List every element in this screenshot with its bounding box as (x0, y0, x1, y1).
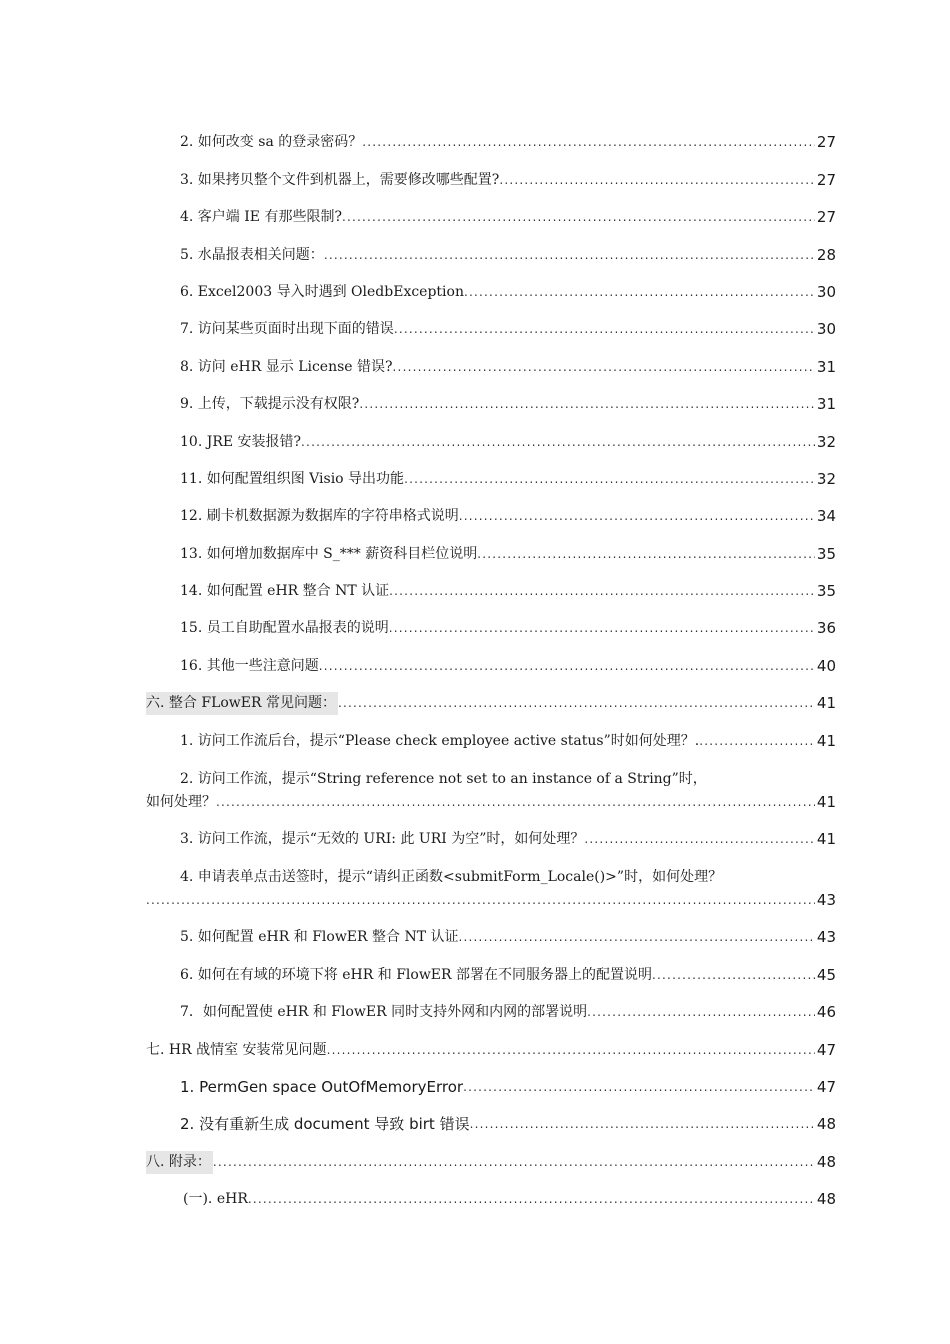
toc-page-number: 31 (816, 395, 836, 414)
toc-entry[interactable] (0, 341, 950, 378)
toc-entry[interactable] (0, 603, 950, 640)
toc-entry[interactable] (0, 454, 950, 491)
toc-entry-title: 七. HR 战情室 安装常见问题 (146, 1041, 327, 1058)
toc-entry[interactable] (0, 416, 950, 453)
toc-page-number: 43 (816, 928, 836, 947)
toc-page-number: 34 (816, 507, 836, 526)
toc-entry-title: 9. 上传，下载提示没有权限? (180, 396, 360, 413)
toc-page-number: 47 (816, 1077, 836, 1096)
toc-entry-title: 1. 访问工作流后台，提示“Please check employee active status”时如何处理？. (180, 732, 700, 749)
toc-entry[interactable] (0, 912, 950, 949)
toc-entry-title: 10. JRE 安装报错? (180, 433, 302, 450)
toc-entry-title-line1: 4. 申请表单点击送签时，提示“请纠正函数<submitForm_Locale()>”时，如何处理？ (180, 869, 723, 886)
toc-leader-dots (389, 580, 815, 603)
toc-entry-title: 12. 刷卡机数据源为数据库的字符串格式说明 (180, 508, 459, 525)
toc-leader-dots (463, 1076, 815, 1099)
toc-entry-title: 6. Excel2003 导入时遇到 OledbException (180, 283, 464, 300)
toc-entry[interactable] (0, 192, 950, 229)
toc-leader-dots (394, 318, 815, 341)
toc-entry[interactable] (0, 949, 950, 986)
toc-page-number: 30 (816, 282, 836, 301)
toc-leader-dots (338, 692, 815, 715)
toc-leader-dots (362, 131, 815, 154)
toc-leader-dots (477, 543, 815, 566)
toc-leader-dots (389, 617, 815, 640)
toc-page-number: 31 (816, 357, 836, 376)
toc-page-number: 35 (816, 544, 836, 563)
toc-entry-title: 16. 其他一些注意问题 (180, 657, 319, 674)
toc-page-number: 41 (816, 792, 836, 811)
toc-page-number: 27 (816, 208, 836, 227)
toc-page-number: 30 (816, 320, 836, 339)
toc-page-number: 41 (816, 731, 836, 750)
table-of-contents (0, 117, 950, 1211)
toc-page-number: 48 (816, 1115, 836, 1134)
toc-page-number: 32 (816, 432, 836, 451)
toc-entry-title: 5. 水晶报表相关问题： (180, 246, 324, 263)
toc-leader-dots (459, 505, 815, 528)
toc-entry[interactable] (0, 1024, 950, 1061)
toc-leader-dots (459, 926, 815, 949)
toc-leader-dots (342, 206, 815, 229)
toc-page-number: 47 (816, 1040, 836, 1059)
toc-entry[interactable] (0, 379, 950, 416)
toc-page-number: 48 (816, 1190, 836, 1209)
toc-leader-dots (216, 791, 815, 814)
toc-entry-title: 2. 如何改变 sa 的登录密码？ (180, 134, 363, 151)
toc-page-number: 35 (816, 582, 836, 601)
toc-entry[interactable] (0, 1062, 950, 1099)
toc-page-number: 41 (816, 830, 836, 849)
toc-entry[interactable] (0, 715, 950, 752)
toc-entry[interactable] (0, 154, 950, 191)
toc-leader-dots (213, 1151, 815, 1174)
toc-leader-dots (464, 281, 815, 304)
toc-entry[interactable] (0, 640, 950, 677)
toc-leader-dots (248, 1188, 815, 1211)
toc-entry-title: 2. 没有重新生成 document 导致 birt 错误 (180, 1115, 470, 1134)
toc-entry[interactable] (0, 304, 950, 341)
toc-entry-title: 14. 如何配置 eHR 整合 NT 认证 (180, 583, 390, 600)
toc-leader-dots (319, 655, 815, 678)
toc-leader-dots (146, 889, 815, 912)
toc-entry[interactable] (0, 267, 950, 304)
toc-entry[interactable] (0, 528, 950, 565)
toc-entry-title-line2: 如何处理？ (146, 793, 216, 810)
toc-page-number: 36 (816, 619, 836, 638)
toc-page-number: 46 (816, 1003, 836, 1022)
toc-leader-dots (699, 730, 815, 753)
toc-entry[interactable] (0, 491, 950, 528)
toc-page-number: 27 (816, 170, 836, 189)
toc-entry-title: 1. PermGen space OutOfMemoryError (180, 1077, 464, 1096)
toc-page-number: 32 (816, 469, 836, 488)
toc-page-number: 48 (816, 1152, 836, 1171)
toc-entry-title: 4. 客户端 IE 有那些限制? (180, 209, 342, 226)
toc-entry-title: 8. 访问 eHR 显示 License 错误? (180, 358, 393, 375)
toc-page-number: 45 (816, 965, 836, 984)
toc-leader-dots (584, 828, 815, 851)
toc-entry[interactable] (0, 753, 950, 814)
toc-leader-dots (470, 1113, 815, 1136)
toc-leader-dots (587, 1001, 815, 1024)
toc-leader-dots (652, 964, 815, 987)
toc-entry[interactable] (0, 851, 950, 912)
toc-entry-title: 15. 员工自助配置水晶报表的说明 (180, 620, 389, 637)
toc-entry[interactable] (0, 814, 950, 851)
toc-entry[interactable] (0, 1174, 950, 1211)
toc-entry-title: 八. 附录： (146, 1151, 213, 1174)
toc-entry-title: 3. 访问工作流，提示“无效的 URI: 此 URI 为空”时，如何处理？ (180, 831, 585, 848)
toc-entry-title: 5. 如何配置 eHR 和 FlowER 整合 NT 认证 (180, 929, 459, 946)
toc-leader-dots (393, 356, 815, 379)
toc-page-number: 43 (816, 891, 836, 910)
toc-page-number: 40 (816, 656, 836, 675)
toc-entry-title: 11. 如何配置组织图 Visio 导出功能 (180, 470, 405, 487)
toc-entry-title: 13. 如何增加数据库中 S_*** 薪资科目栏位说明 (180, 545, 478, 562)
toc-leader-dots (324, 244, 815, 267)
toc-entry[interactable] (0, 229, 950, 266)
toc-page-number: 41 (816, 694, 836, 713)
toc-entry[interactable] (0, 678, 950, 715)
toc-entry-title: 六. 整合 FLowER 常见问题： (146, 692, 338, 715)
toc-entry-title: 7．如何配置使 eHR 和 FlowER 同时支持外网和内网的部署说明 (180, 1004, 588, 1021)
toc-entry-title: (一). eHR (183, 1191, 248, 1208)
toc-entry-title: 6. 如何在有域的环境下将 eHR 和 FlowER 部署在不同服务器上的配置说明 (180, 966, 653, 983)
toc-leader-dots (499, 169, 815, 192)
toc-page-number: 28 (816, 245, 836, 264)
toc-leader-dots (404, 468, 815, 491)
toc-entry[interactable] (0, 566, 950, 603)
toc-leader-dots (359, 393, 815, 416)
toc-entry-title: 3. 如果拷贝整个文件到机器上，需要修改哪些配置? (180, 171, 500, 188)
toc-entry-title-line1: 2. 访问工作流，提示“String reference not set to an instance of a String”时， (180, 770, 707, 787)
toc-leader-dots (301, 431, 815, 454)
toc-entry[interactable] (0, 1099, 950, 1136)
toc-entry[interactable] (0, 1136, 950, 1173)
toc-entry-title: 7. 访问某些页面时出现下面的错误 (180, 321, 394, 338)
toc-entry[interactable] (0, 117, 950, 154)
toc-leader-dots (327, 1039, 815, 1062)
toc-entry[interactable] (0, 987, 950, 1024)
toc-page-number: 27 (816, 133, 836, 152)
